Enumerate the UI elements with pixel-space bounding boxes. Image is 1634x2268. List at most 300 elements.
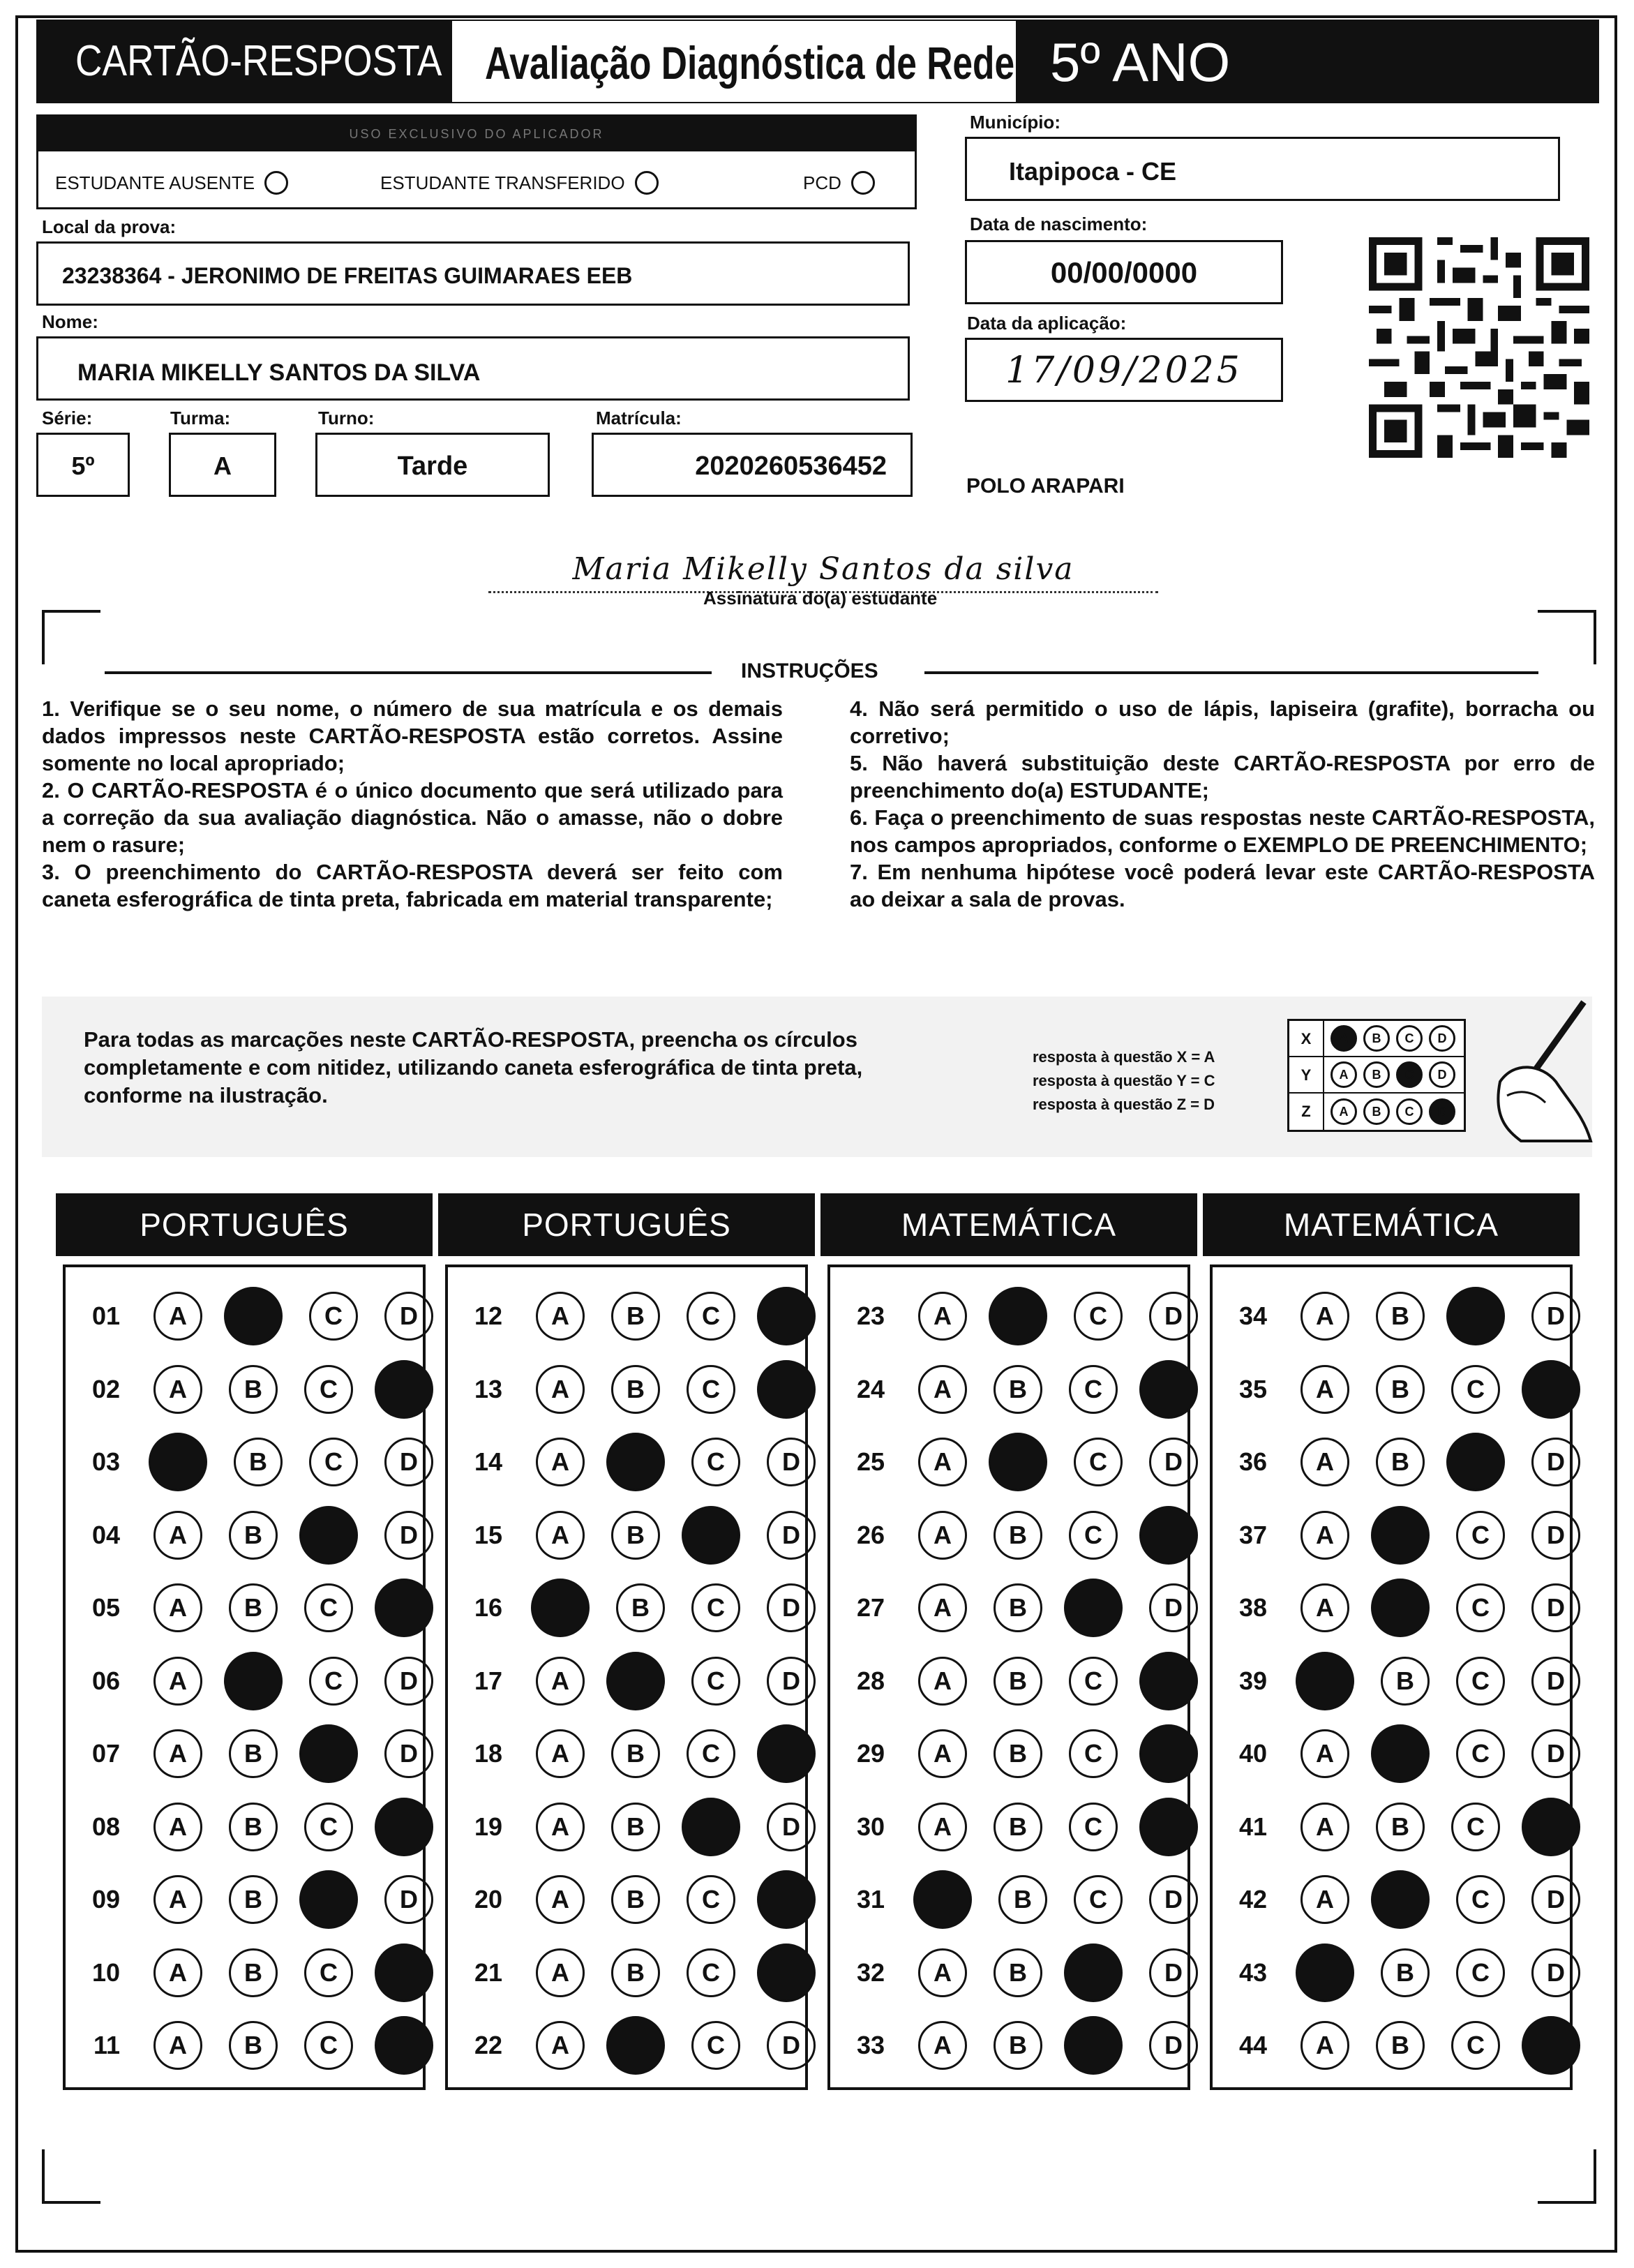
question-row	[830, 1870, 1198, 1929]
grade-label: 5º ANO	[1050, 31, 1231, 93]
question-row	[448, 1870, 816, 1929]
answer-bubble[interactable]: D	[384, 1511, 433, 1560]
answer-bubble[interactable]: B	[229, 1729, 278, 1778]
answer-bubble[interactable]: C	[1456, 1583, 1505, 1632]
question-number: 33	[856, 2031, 885, 2059]
answer-bubble[interactable]: D	[1149, 1875, 1198, 1924]
question-number: 27	[856, 1593, 885, 1622]
answer-bubble[interactable]: A	[918, 1803, 967, 1851]
answer-bubble[interactable]: C	[1451, 1365, 1500, 1414]
answer-bubble[interactable]: A	[153, 2021, 202, 2070]
answer-bubble-filled[interactable]	[299, 1870, 358, 1929]
answer-bubble[interactable]: D	[1149, 1583, 1198, 1632]
example-bubble: C	[1396, 1025, 1423, 1052]
answer-bubble-filled[interactable]	[1522, 1798, 1580, 1856]
answer-bubble[interactable]: A	[536, 1948, 585, 1997]
answer-bubble[interactable]: B	[611, 1948, 660, 1997]
answer-bubble[interactable]: C	[1451, 2021, 1500, 2070]
question-number: 30	[856, 1812, 885, 1841]
answer-bubble[interactable]: C	[1069, 1657, 1118, 1706]
section-header: PORTUGUÊS	[56, 1193, 433, 1256]
question-number: 18	[474, 1739, 502, 1768]
question-row	[830, 1944, 1198, 2002]
answer-bubble[interactable]: B	[994, 1803, 1042, 1851]
answer-bubble[interactable]: A	[1301, 1365, 1349, 1414]
absent-radio[interactable]	[264, 171, 288, 195]
answer-bubble[interactable]: C	[687, 1729, 735, 1778]
answer-bubble[interactable]: B	[1381, 1948, 1430, 1997]
answer-bubble[interactable]: B	[994, 1729, 1042, 1778]
status-absent[interactable]	[55, 171, 288, 195]
answer-bubble[interactable]: A	[1301, 2021, 1349, 2070]
turno-label: Turno:	[318, 408, 375, 428]
answer-bubble[interactable]: D	[1149, 1948, 1198, 1997]
question-row	[830, 1287, 1198, 1345]
answer-bubble[interactable]: D	[1149, 2021, 1198, 2070]
answer-bubble[interactable]: D	[1531, 1438, 1580, 1486]
answer-bubble[interactable]: C	[304, 2021, 353, 2070]
answer-bubble-filled[interactable]	[375, 1798, 433, 1856]
answer-bubble[interactable]: A	[536, 1438, 585, 1486]
answer-bubble[interactable]: D	[1531, 1948, 1580, 1997]
answer-bubble[interactable]: A	[536, 2021, 585, 2070]
question-row	[1213, 1506, 1580, 1565]
question-number: 42	[1238, 1885, 1267, 1913]
answer-bubble[interactable]: C	[1456, 1657, 1505, 1706]
answer-bubble[interactable]: B	[229, 1948, 278, 1997]
answer-bubble-filled[interactable]	[989, 1433, 1047, 1491]
answer-bubble[interactable]: A	[153, 1657, 202, 1706]
example-row-key: Y	[1289, 1057, 1324, 1092]
answer-bubble[interactable]: B	[611, 1803, 660, 1851]
answer-bubble[interactable]: C	[309, 1292, 358, 1341]
question-row	[66, 2016, 433, 2075]
answer-bubble-filled[interactable]	[682, 1798, 740, 1856]
answer-bubble[interactable]: B	[616, 1583, 665, 1632]
question-row	[66, 1579, 433, 1637]
question-number: 17	[474, 1666, 502, 1695]
answer-bubble[interactable]: C	[1069, 1511, 1118, 1560]
local-value: 23238364 - JERONIMO DE FREITAS GUIMARAES EEB	[62, 263, 633, 288]
answer-bubble[interactable]: B	[994, 2021, 1042, 2070]
answer-bubble[interactable]: A	[1301, 1292, 1349, 1341]
answer-bubble[interactable]: D	[1531, 1729, 1580, 1778]
example-bubble: D	[1429, 1061, 1455, 1088]
answer-bubble[interactable]: C	[691, 2021, 740, 2070]
answer-bubble-filled[interactable]	[757, 1724, 816, 1783]
answer-bubble[interactable]: B	[611, 1292, 660, 1341]
answer-bubble[interactable]: B	[234, 1438, 283, 1486]
answer-bubble[interactable]: D	[767, 1438, 816, 1486]
legend-line: resposta à questão Y = C	[1033, 1072, 1215, 1089]
answer-bubble-filled[interactable]	[1446, 1433, 1505, 1491]
answer-bubble[interactable]: B	[994, 1365, 1042, 1414]
answer-bubble-filled[interactable]	[757, 1287, 816, 1345]
turma-value: A	[213, 452, 232, 480]
answer-bubble[interactable]: C	[1456, 1948, 1505, 1997]
question-number: 08	[91, 1812, 120, 1841]
answer-bubble[interactable]: B	[229, 1583, 278, 1632]
question-row	[1213, 1652, 1580, 1710]
answer-bubble[interactable]: A	[536, 1803, 585, 1851]
answer-bubble[interactable]: B	[229, 1365, 278, 1414]
answer-bubble[interactable]: A	[153, 1803, 202, 1851]
answer-bubble[interactable]: B	[1376, 2021, 1425, 2070]
corner-mark-br	[1538, 2149, 1596, 2204]
answer-bubble[interactable]: A	[1301, 1583, 1349, 1632]
answer-bubble[interactable]: D	[384, 1729, 433, 1778]
answer-bubble[interactable]: B	[998, 1875, 1047, 1924]
answer-bubble[interactable]: D	[767, 2021, 816, 2070]
question-number: 01	[91, 1301, 120, 1330]
matricula-field	[592, 433, 913, 497]
answer-bubble-filled[interactable]	[1064, 1944, 1123, 2002]
answer-bubble[interactable]: A	[918, 1948, 967, 1997]
question-row	[830, 2016, 1198, 2075]
example-row	[1289, 1021, 1464, 1057]
matricula-value: 2020260536452	[695, 452, 887, 481]
hand-pen-illustration	[1479, 998, 1598, 1144]
transferred-radio[interactable]	[635, 171, 659, 195]
answer-bubble[interactable]: D	[1531, 1292, 1580, 1341]
answer-bubble-filled[interactable]	[606, 2016, 665, 2075]
example-bubble: C	[1396, 1061, 1423, 1088]
example-legend	[1033, 1045, 1215, 1117]
answer-bubble[interactable]: B	[229, 2021, 278, 2070]
question-number: 29	[856, 1739, 885, 1768]
question-row	[66, 1870, 433, 1929]
answer-bubble[interactable]: C	[309, 1657, 358, 1706]
answer-bubble[interactable]: D	[1531, 1875, 1580, 1924]
answer-bubble[interactable]: A	[536, 1365, 585, 1414]
instr-rule-left	[105, 671, 712, 674]
answer-bubble[interactable]: D	[767, 1511, 816, 1560]
answer-bubble[interactable]: C	[304, 1583, 353, 1632]
question-row	[448, 1579, 816, 1637]
question-row	[448, 1287, 816, 1345]
local-field	[36, 241, 910, 306]
question-row	[830, 1360, 1198, 1419]
answer-bubble[interactable]: B	[229, 1875, 278, 1924]
absent-label: ESTUDANTE AUSENTE	[55, 172, 255, 193]
answer-bubble[interactable]: B	[229, 1511, 278, 1560]
question-row	[1213, 2016, 1580, 2075]
signature-caption: Assinatura do(a) estudante	[703, 588, 938, 609]
question-number: 16	[474, 1593, 502, 1622]
answer-bubble[interactable]: C	[304, 1365, 353, 1414]
example-bubble: B	[1363, 1025, 1390, 1052]
answer-bubble[interactable]: C	[691, 1657, 740, 1706]
status-box	[36, 114, 917, 209]
municipio-label: Município:	[970, 112, 1060, 133]
answer-bubble[interactable]: D	[1149, 1438, 1198, 1486]
answer-bubble[interactable]: D	[384, 1657, 433, 1706]
answer-bubble[interactable]: A	[153, 1583, 202, 1632]
answer-bubble-filled[interactable]	[1371, 1870, 1430, 1929]
answer-bubble[interactable]: C	[1069, 1365, 1118, 1414]
answer-bubble[interactable]: A	[153, 1948, 202, 1997]
question-number: 05	[91, 1593, 120, 1622]
answer-bubble[interactable]: A	[536, 1875, 585, 1924]
question-row	[830, 1579, 1198, 1637]
answer-bubble[interactable]: D	[1531, 1657, 1580, 1706]
answer-bubble-filled[interactable]	[1139, 1360, 1198, 1419]
answer-bubble[interactable]: B	[994, 1948, 1042, 1997]
example-text: Para todas as marcações neste CARTÃO-RESPOSTA, preencha os círculos completamente e com nitidez, utilizando caneta esferográfica de tinta preta, conforme na ilustração.	[84, 1027, 863, 1107]
answer-bubble[interactable]: B	[1376, 1803, 1425, 1851]
answer-bubble[interactable]: C	[687, 1948, 735, 1997]
answer-bubble[interactable]: C	[304, 1948, 353, 1997]
nome-field	[36, 336, 910, 401]
corner-mark-bl	[42, 2149, 100, 2204]
answer-bubble[interactable]: A	[918, 1511, 967, 1560]
question-number: 32	[856, 1957, 885, 1987]
nome-label: Nome:	[42, 311, 98, 332]
turno-field	[315, 433, 550, 497]
answer-bubble[interactable]: A	[1301, 1511, 1349, 1560]
answer-bubble-filled[interactable]	[224, 1287, 283, 1345]
answer-bubble-filled[interactable]	[224, 1652, 283, 1710]
example-bubble: D	[1429, 1025, 1455, 1052]
question-number: 40	[1238, 1739, 1267, 1768]
aplicacao-value: 17/09/2025	[1005, 350, 1243, 391]
answer-bubble-filled[interactable]	[1296, 1944, 1354, 2002]
answer-bubble[interactable]: A	[1301, 1803, 1349, 1851]
question-row	[66, 1287, 433, 1345]
answer-bubble-filled[interactable]	[989, 1287, 1047, 1345]
answer-bubble-filled[interactable]	[1522, 2016, 1580, 2075]
answer-bubble[interactable]: C	[1456, 1875, 1505, 1924]
answer-bubble[interactable]: A	[536, 1657, 585, 1706]
question-row	[830, 1724, 1198, 1783]
answer-bubble[interactable]: B	[1376, 1292, 1425, 1341]
question-row	[448, 1944, 816, 2002]
question-number: 12	[474, 1301, 502, 1330]
corner-mark-tl	[42, 610, 100, 664]
corner-mark-tr	[1538, 610, 1596, 664]
question-row	[1213, 1579, 1580, 1637]
answer-bubble-filled[interactable]	[1371, 1724, 1430, 1783]
signature: Maria Mikelly Santos da silva	[488, 551, 1158, 593]
answer-bubble[interactable]: D	[384, 1875, 433, 1924]
answer-bubble[interactable]: C	[304, 1803, 353, 1851]
example-row	[1289, 1094, 1464, 1130]
question-number: 31	[856, 1885, 885, 1913]
answer-bubble[interactable]: A	[153, 1365, 202, 1414]
exam-title: Avaliação Diagnóstica de Rede	[485, 37, 1015, 89]
answer-bubble[interactable]: A	[918, 1583, 967, 1632]
answer-bubble[interactable]: C	[687, 1292, 735, 1341]
answer-bubble[interactable]: C	[1074, 1292, 1123, 1341]
question-row	[1213, 1433, 1580, 1491]
question-row	[448, 1433, 816, 1491]
answer-bubble[interactable]: A	[536, 1729, 585, 1778]
question-row	[830, 1652, 1198, 1710]
answer-bubble-filled[interactable]	[375, 1944, 433, 2002]
answer-bubble[interactable]: B	[611, 1365, 660, 1414]
answer-bubble-filled[interactable]	[299, 1506, 358, 1565]
question-row	[1213, 1870, 1580, 1929]
answer-bubble[interactable]: A	[918, 1438, 967, 1486]
legend-line: resposta à questão X = A	[1033, 1048, 1215, 1066]
answer-bubble-filled[interactable]	[1371, 1579, 1430, 1637]
answer-bubble-filled[interactable]	[299, 1724, 358, 1783]
answer-bubble[interactable]: B	[1376, 1438, 1425, 1486]
question-number: 38	[1238, 1593, 1267, 1622]
answer-bubble[interactable]: A	[918, 1292, 967, 1341]
nascimento-field	[965, 240, 1283, 304]
answer-bubble-filled[interactable]	[375, 1579, 433, 1637]
question-number: 41	[1238, 1812, 1267, 1841]
answer-bubble-filled[interactable]	[375, 2016, 433, 2075]
question-row	[1213, 1360, 1580, 1419]
answer-bubble[interactable]: A	[918, 1729, 967, 1778]
question-number: 11	[93, 2031, 120, 2059]
question-row	[1213, 1724, 1580, 1783]
answer-bubble-filled[interactable]	[606, 1433, 665, 1491]
answer-bubble[interactable]: B	[1381, 1657, 1430, 1706]
answer-bubble[interactable]: C	[1451, 1803, 1500, 1851]
answer-bubble[interactable]: C	[1069, 1803, 1118, 1851]
answer-bubble[interactable]: B	[994, 1583, 1042, 1632]
answer-bubble[interactable]: A	[1301, 1875, 1349, 1924]
answer-bubble-filled[interactable]	[1446, 1287, 1505, 1345]
question-number: 24	[856, 1374, 885, 1403]
question-number: 10	[91, 1957, 120, 1987]
answer-bubble[interactable]: C	[1456, 1729, 1505, 1778]
question-row	[66, 1506, 433, 1565]
answer-column	[445, 1264, 808, 2090]
answer-bubble-filled[interactable]	[757, 1870, 816, 1929]
question-row	[448, 2016, 816, 2075]
question-number: 13	[474, 1374, 502, 1403]
answer-bubble-filled[interactable]	[1064, 1579, 1123, 1637]
answer-bubble[interactable]: B	[611, 1511, 660, 1560]
answer-column	[63, 1264, 426, 2090]
answer-bubble-filled[interactable]	[149, 1433, 207, 1491]
answer-bubble[interactable]: D	[767, 1657, 816, 1706]
question-number: 19	[474, 1812, 502, 1841]
answer-bubble-filled[interactable]	[1064, 2016, 1123, 2075]
answer-bubble-filled[interactable]	[1296, 1652, 1354, 1710]
answer-bubble[interactable]: D	[1531, 1511, 1580, 1560]
answer-bubble[interactable]: A	[918, 2021, 967, 2070]
municipio-value: Itapipoca - CE	[1009, 157, 1177, 186]
answer-bubble-filled[interactable]	[1139, 1798, 1198, 1856]
answer-bubble[interactable]: A	[153, 1511, 202, 1560]
answer-bubble[interactable]: C	[691, 1438, 740, 1486]
example-grid	[1287, 1019, 1466, 1132]
answer-bubble-filled[interactable]	[1522, 1360, 1580, 1419]
answer-bubble-filled[interactable]	[682, 1506, 740, 1565]
answer-bubble[interactable]: D	[384, 1292, 433, 1341]
question-row	[448, 1360, 816, 1419]
instr-rule-right	[924, 671, 1538, 674]
answer-bubble[interactable]: A	[536, 1511, 585, 1560]
answer-bubble[interactable]: A	[1301, 1729, 1349, 1778]
question-number: 22	[474, 2031, 502, 2059]
question-number: 09	[91, 1885, 120, 1913]
answer-bubble[interactable]: D	[1149, 1292, 1198, 1341]
pcd-label: PCD	[803, 172, 841, 193]
answer-bubble[interactable]: C	[1074, 1875, 1123, 1924]
status-pcd[interactable]	[803, 171, 875, 195]
question-row	[448, 1506, 816, 1565]
section-header: PORTUGUÊS	[438, 1193, 815, 1256]
answer-bubble[interactable]: D	[1531, 1583, 1580, 1632]
answer-bubble[interactable]: D	[767, 1583, 816, 1632]
answer-bubble[interactable]: C	[309, 1438, 358, 1486]
answer-column	[827, 1264, 1190, 2090]
answer-bubble[interactable]: A	[153, 1875, 202, 1924]
answer-column	[1210, 1264, 1573, 2090]
example-row-key: X	[1289, 1021, 1324, 1056]
answer-bubble[interactable]: D	[767, 1803, 816, 1851]
answer-bubble-filled[interactable]	[1139, 1506, 1198, 1565]
municipio-field	[965, 137, 1560, 201]
local-label: Local da prova:	[42, 216, 177, 237]
answer-bubble-filled[interactable]	[913, 1870, 972, 1929]
question-row	[1213, 1287, 1580, 1345]
question-row	[830, 1798, 1198, 1856]
answer-bubble[interactable]: A	[153, 1292, 202, 1341]
answer-bubble-filled[interactable]	[375, 1360, 433, 1419]
answer-bubble-filled[interactable]	[531, 1579, 590, 1637]
answer-bubble[interactable]: A	[918, 1365, 967, 1414]
question-number: 28	[856, 1666, 885, 1695]
answer-bubble[interactable]: B	[611, 1875, 660, 1924]
answer-bubble[interactable]: A	[1301, 1438, 1349, 1486]
answer-bubble-filled[interactable]	[1139, 1724, 1198, 1783]
answer-bubble[interactable]: A	[536, 1292, 585, 1341]
answer-bubble[interactable]: C	[687, 1365, 735, 1414]
answer-bubble[interactable]: C	[1069, 1729, 1118, 1778]
answer-bubble[interactable]: B	[611, 1729, 660, 1778]
applicator-bar: USO EXCLUSIVO DO APLICADOR	[38, 117, 915, 151]
status-transferred[interactable]	[380, 171, 659, 195]
question-number: 20	[474, 1885, 502, 1913]
answer-bubble-filled[interactable]	[757, 1360, 816, 1419]
section-header: MATEMÁTICA	[1203, 1193, 1580, 1256]
serie-label: Série:	[42, 408, 93, 428]
answer-bubble[interactable]: A	[918, 1657, 967, 1706]
answer-bubble[interactable]: B	[994, 1657, 1042, 1706]
example-bubble: D	[1429, 1098, 1455, 1125]
serie-value: 5º	[71, 452, 95, 480]
answer-bubble[interactable]: C	[691, 1583, 740, 1632]
answer-bubble[interactable]: C	[1074, 1438, 1123, 1486]
example-row-key: Z	[1289, 1094, 1324, 1130]
answer-bubble-filled[interactable]	[757, 1944, 816, 2002]
answer-bubble[interactable]: A	[153, 1729, 202, 1778]
answer-bubble[interactable]: B	[229, 1803, 278, 1851]
answer-bubble[interactable]: C	[687, 1875, 735, 1924]
answer-bubble-filled[interactable]	[1139, 1652, 1198, 1710]
answer-bubble-filled[interactable]	[606, 1652, 665, 1710]
question-row	[66, 1724, 433, 1783]
example-bubble: A	[1331, 1061, 1357, 1088]
answer-bubble-filled[interactable]	[1371, 1506, 1430, 1565]
question-number: 36	[1238, 1447, 1267, 1476]
question-number: 23	[856, 1301, 885, 1330]
answer-bubble[interactable]: B	[994, 1511, 1042, 1560]
answer-bubble[interactable]: C	[1456, 1511, 1505, 1560]
answer-bubble[interactable]: D	[384, 1438, 433, 1486]
answer-bubble[interactable]: B	[1376, 1365, 1425, 1414]
question-row	[448, 1724, 816, 1783]
question-row	[1213, 1944, 1580, 2002]
pcd-radio[interactable]	[851, 171, 875, 195]
